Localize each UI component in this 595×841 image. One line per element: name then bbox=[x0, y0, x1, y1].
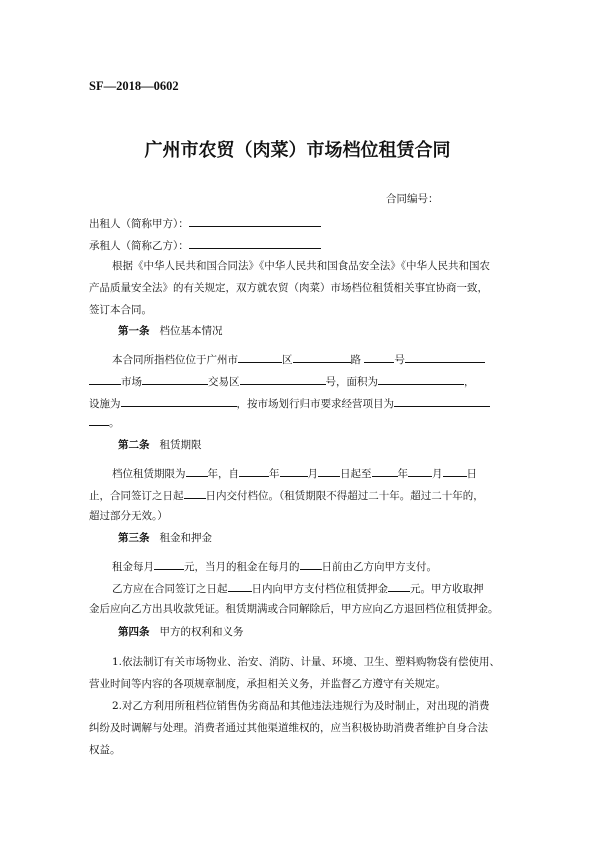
market-name-blank[interactable] bbox=[89, 373, 121, 385]
article-1-number: 第一条 bbox=[118, 325, 150, 337]
article-3-line-1: 租金每月 元，当月的租金在每月的 日前由乙方向甲方支付。 bbox=[112, 558, 437, 574]
lessor-blank[interactable] bbox=[189, 215, 321, 227]
article-1-line-1: 本合同所指档位位于广州市 区 路 号 bbox=[112, 351, 485, 367]
road-blank[interactable] bbox=[293, 351, 351, 363]
article-1-line-4: 。 bbox=[89, 414, 120, 430]
article-3-title: 租金和押金 bbox=[159, 532, 213, 544]
article-2-line-3: 超过部分无效。） bbox=[89, 510, 168, 522]
end-year-blank[interactable] bbox=[372, 465, 398, 477]
article-4-item-2-line-3: 权益。 bbox=[89, 744, 121, 756]
deposit-days-blank[interactable] bbox=[228, 580, 252, 592]
article-4-item-2-line-2: 纠纷及时调解与处理。消费者通过其他渠道维权的，应当积极协助消费者维护自身合法 bbox=[89, 722, 488, 734]
start-day-blank[interactable] bbox=[318, 465, 340, 477]
lessee-row bbox=[89, 237, 321, 253]
end-day-blank[interactable] bbox=[443, 465, 467, 477]
preamble-line-1: 根据《中华人民共和国合同法》《中华人民共和国食品安全法》《中华人民共和国农 bbox=[112, 260, 490, 272]
area-blank[interactable] bbox=[378, 373, 464, 385]
trading-zone-blank[interactable] bbox=[142, 373, 208, 385]
article-2-heading bbox=[118, 438, 202, 452]
contract-number-label: 合同编号： bbox=[386, 193, 439, 205]
article-1-line-3: 设施为 ，按市场划行归市要求经营项目为 bbox=[89, 395, 490, 411]
stall-number-blank[interactable] bbox=[240, 373, 326, 385]
address-extra-blank[interactable] bbox=[405, 351, 485, 363]
road-number-blank[interactable] bbox=[364, 351, 394, 363]
monthly-rent-blank[interactable] bbox=[154, 558, 184, 570]
article-4-item-1-line-2: 营业时间等内容的各项规章制度，承担相关义务，并监督乙方遵守有关规定。 bbox=[89, 678, 446, 690]
lessee-label: 承租人（简称乙方）： bbox=[89, 240, 189, 252]
lease-years-blank[interactable] bbox=[186, 465, 208, 477]
article-4-title: 甲方的权利和义务 bbox=[159, 626, 244, 638]
article-4-item-2-line-1: 2.对乙方利用所租档位销售伪劣商品和其他违法违规行为及时制止，对出现的消费 bbox=[112, 700, 490, 712]
rent-due-day-blank[interactable] bbox=[300, 558, 322, 570]
document-code: SF—2018—0602 bbox=[89, 79, 179, 93]
delivery-days-blank[interactable] bbox=[184, 487, 206, 499]
lessor-label: 出租人（简称甲方）： bbox=[89, 218, 189, 230]
business-items-blank[interactable] bbox=[394, 395, 490, 407]
lessee-blank[interactable] bbox=[189, 237, 321, 249]
preamble-line-3: 签订本合同。 bbox=[89, 304, 152, 316]
document-title: 广州市农贸（肉菜）市场档位租赁合同 bbox=[144, 140, 451, 161]
article-4-heading bbox=[118, 625, 244, 639]
article-4-number: 第四条 bbox=[118, 626, 150, 638]
start-year-blank[interactable] bbox=[239, 465, 269, 477]
article-3-number: 第三条 bbox=[118, 532, 150, 544]
article-1-title: 档位基本情况 bbox=[159, 325, 223, 337]
article-3-heading bbox=[118, 531, 212, 545]
article-2-title: 租赁期限 bbox=[159, 439, 202, 451]
deposit-amount-blank[interactable] bbox=[388, 580, 410, 592]
facilities-blank[interactable] bbox=[121, 395, 237, 407]
district-blank[interactable] bbox=[238, 351, 282, 363]
article-2-number: 第二条 bbox=[118, 439, 150, 451]
article-4-item-1-line-1: 1.依法制订有关市场物业、治安、消防、计量、环境、卫生、塑料购物袋有偿使用、 bbox=[112, 656, 501, 668]
article-3-line-2: 乙方应在合同签订之日起 日内向甲方支付档位租赁押金 元。甲方收取押 bbox=[112, 580, 484, 596]
article-2-line-1: 档位租赁期限为 年，自 年 月 日起至 年 月 日 bbox=[112, 465, 477, 481]
end-month-blank[interactable] bbox=[408, 465, 432, 477]
article-1-heading bbox=[118, 324, 223, 338]
article-3-line-3: 金后应向乙方出具收款凭证。租赁期满或合同解除后，甲方应向乙方退回档位租赁押金。 bbox=[89, 603, 499, 615]
business-items-blank-cont[interactable] bbox=[89, 414, 109, 426]
start-month-blank[interactable] bbox=[280, 465, 308, 477]
article-2-line-2: 止，合同签订之日起 日内交付档位。（租赁期限不得超过二十年。超过二十年的， bbox=[89, 487, 484, 503]
preamble-line-2: 产品质量安全法》的有关规定，双方就农贸（肉菜）市场档位租赁相关事宜协商一致， bbox=[89, 282, 488, 294]
article-1-line-2: 市场 交易区 号，面积为 ， bbox=[89, 373, 475, 389]
lessor-row bbox=[89, 215, 321, 231]
